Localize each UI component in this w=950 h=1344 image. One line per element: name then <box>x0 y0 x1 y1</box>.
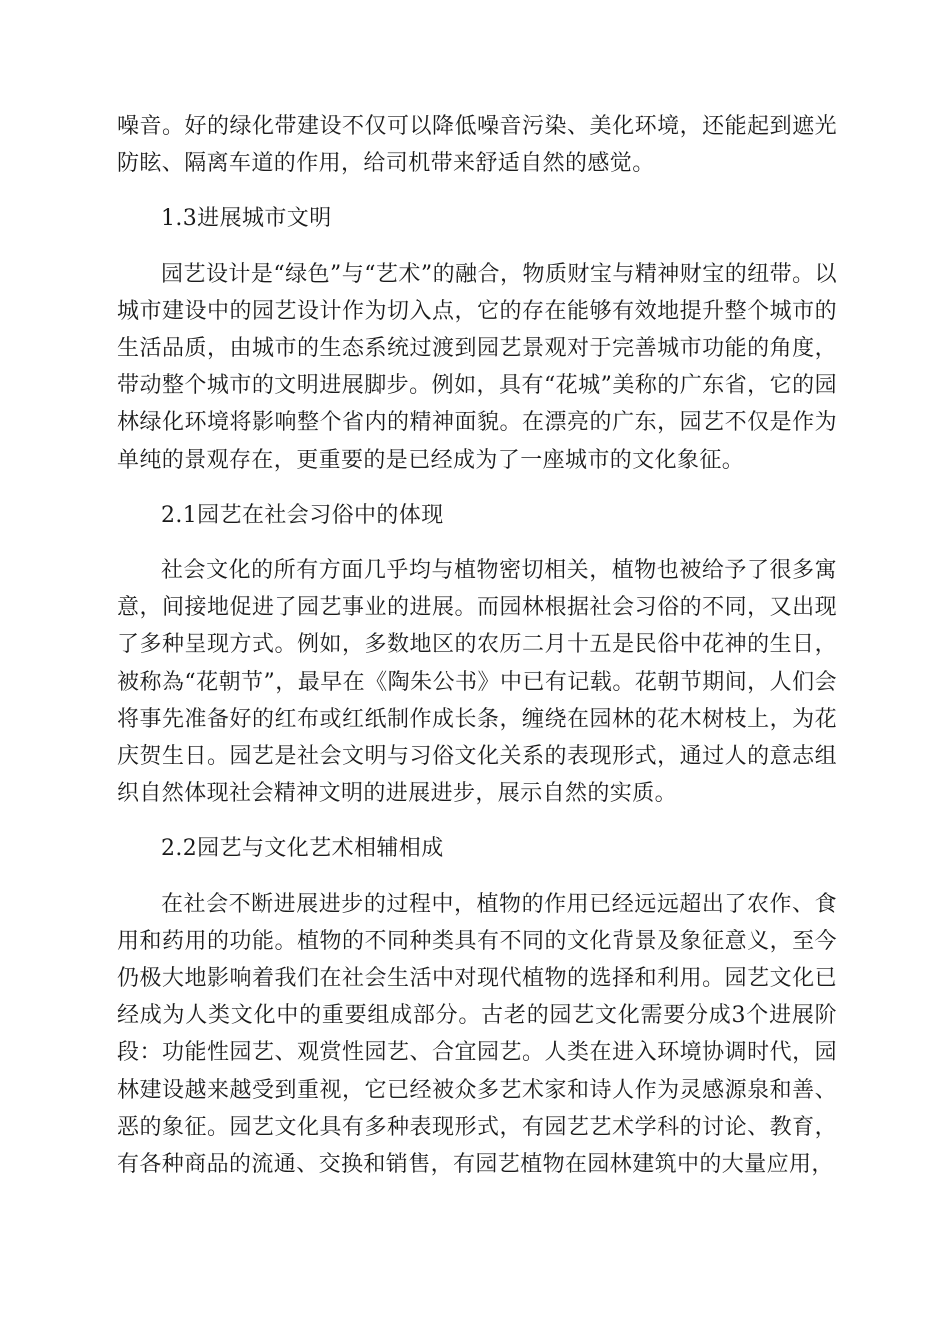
document-body <box>117 108 837 1183</box>
spacer <box>117 479 837 497</box>
spacer <box>117 868 837 886</box>
paragraph-noise-reduction: 噪音。好的绿化带建设不仅可以降低噪音污染、美化环境，还能起到遮光防眩、隔离车道的作用，给司机带来舒适自然的感觉。 <box>117 114 837 177</box>
spacer <box>117 182 837 200</box>
spacer <box>117 238 837 256</box>
paragraph-city-civilization: 园艺设计是“绿色”与“艺术”的融合，物质财宝与精神财宝的纽带。以城市建设中的园艺设计作为切入点，它的存在能够有效地提升整个城市的生活品质，由城市的生态系统过渡到园艺景观对于完善城市功能的角度，带动整个城市的文明进展脚步。例如，具有“花城”美称的广东省，它的园林绿化环境将影响整个省内的精神面貌。在漂亮的广东，园艺不仅是作为单纯的景观存在，更重要的是已经成为了一座城市的文化象征。 <box>117 261 837 473</box>
section-heading-2-1: 2.1园艺在社会习俗中的体现 <box>161 502 444 528</box>
spacer <box>117 534 837 552</box>
section-heading-2-2: 2.2园艺与文化艺术相辅相成 <box>161 836 444 862</box>
paragraph-social-customs: 社会文化的所有方面几乎均与植物密切相关，植物也被给予了很多寓意，间接地促进了园艺事业的进展。而园林根据社会习俗的不同，又出现了多种呈现方式。例如，多数地区的农历二月十五是民俗中花神的生日，被称為“花朝节”，最早在《陶朱公书》中已有记载。花朝节期间，人们会将事先准备好的红布或红纸制作成长条，缠绕在园林的花木树枝上，为花庆贺生日。园艺是社会文明与习俗文化关系的表现形式，通过人的意志组织自然体现社会精神文明的进展进步，展示自然的实质。 <box>117 558 837 807</box>
spacer <box>117 812 837 830</box>
paragraph-culture-art: 在社会不断进展进步的过程中，植物的作用已经远远超出了农作、食用和药用的功能。植物的不同种类具有不同的文化背景及象征意义，至今仍极大地影响着我们在社会生活中对现代植物的选择和利用。园艺文化已经成为人类文化中的重要组成部分。古老的园艺文化需要分成3个进展阶段：功能性园艺、观赏性园艺、合宜园艺。人类在进入环境协调时代，园林建设越来越受到重视，它已经被众多艺术家和诗人作为灵感源泉和善、恶的象征。园艺文化具有多种表现形式，有园艺艺术学科的讨论、教育，有各种商品的流通、交换和销售，有园艺植物在园林建筑中的大量应用， <box>117 891 837 1178</box>
section-heading-1-3: 1.3进展城市文明 <box>161 206 332 232</box>
